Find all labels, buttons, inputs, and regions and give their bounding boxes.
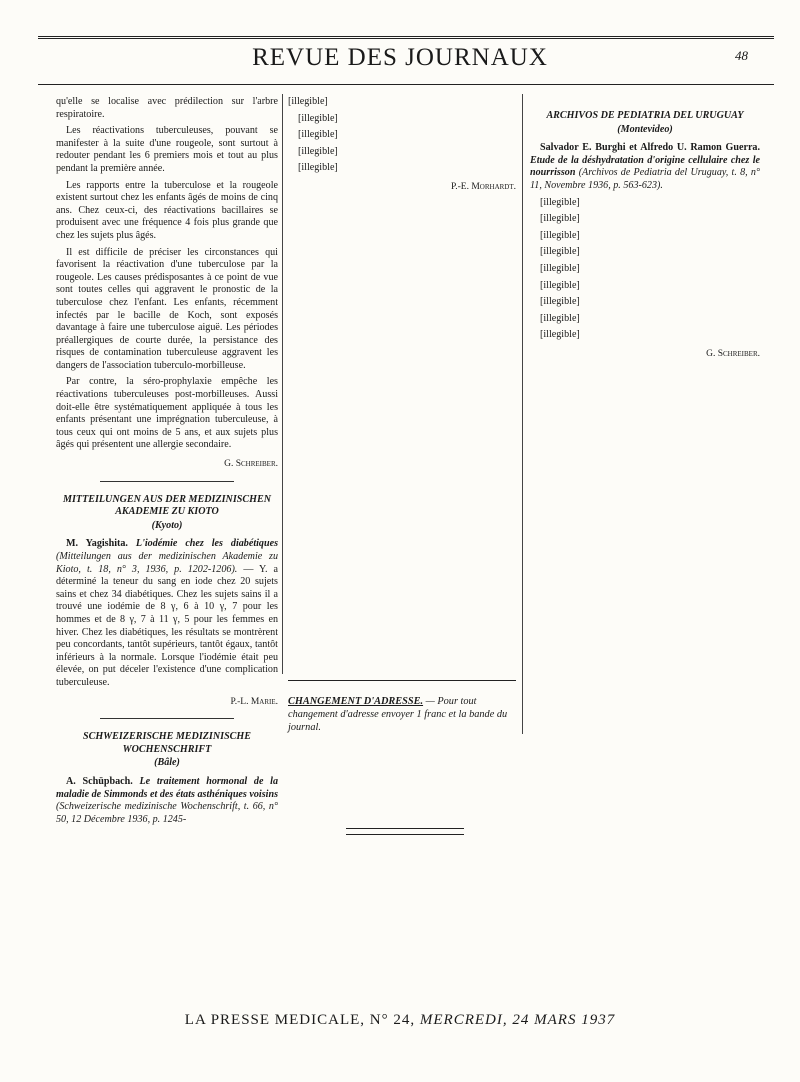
paragraph: [illegible] xyxy=(540,213,580,225)
box-rule xyxy=(288,680,516,681)
paragraph: [illegible] xyxy=(540,246,580,258)
notice-label: CHANGEMENT D'ADRESSE. xyxy=(288,696,424,707)
article-author: Salvador E. Burghi et Alfredo U. Ramon Guerra. xyxy=(540,142,760,154)
article-title: Le traitement hormonal de la maladie de Simmonds et des états asthéniques voisins xyxy=(56,775,278,800)
paragraph: Par contre, la séro-prophylaxie empêche les réactivations tuberculeuses post-morbilleuses. Aussi doit-elle être systématiquement appliquée à tous les enfants présentant une imprégnation tuberculeuse, à tous ceux qui ont moins de 5 ans, et aux sujets plus âgés qui présentent une allergie secondaire. xyxy=(56,376,278,451)
page-footer xyxy=(0,1012,800,1029)
paragraph: Il est difficile de préciser les circonstances qui favorisent la réactivation d'une tuberculose par la rougeole. Les causes prédisposantes à ce point de vue sont toutes celles qui aggravent le pronostic de la tuberculose chez l'enfant. Les enfants, récemment infectés par le bacille de Koch, sont exposés davantage à faire une tuberculose aiguë. Les périodes préallergiques de courte durée, la persistance des risques de contamination tuberculeuse aggravent les dangers de l'association tuberculo-morbilleuse. xyxy=(56,246,278,371)
top-rule xyxy=(38,36,774,39)
paragraph: [illegible] xyxy=(298,112,338,124)
paragraph: [illegible] xyxy=(540,196,580,208)
paragraph: [illegible] xyxy=(288,96,328,107)
article-title: Etude de la déshydratation d'origine cellulaire chez le nourrisson xyxy=(530,154,760,179)
page-number: 48 xyxy=(735,48,748,63)
change-of-address-notice xyxy=(288,695,516,734)
article-title: L'iodémie chez les diabétiques xyxy=(135,538,279,550)
column-divider xyxy=(282,94,283,674)
paragraph: [illegible] xyxy=(540,279,580,291)
signature: P.-E. Morhardt. xyxy=(451,181,516,192)
paragraph: — Y. a déterminé la teneur du sang en iode chez 20 sujets sains et chez 34 diabétiques. Chez les sujets sains il a trouvé une iodémie de 8 γ, 6 à 10 γ, 7 pour les hommes et de 8 γ, 7 à 11 γ, 5 pour les femmes en hiver. Chez les diabétiques, les résultats se montrèrent peu concordants, tantôt supérieurs, tantôt égaux, tantôt inférieurs à la normale. Lorsque l'iodémie était peu élevée, on put déceler l'existence d'une complication tuberculeuse. xyxy=(56,563,278,688)
article-heading xyxy=(56,776,278,826)
divider-rule xyxy=(346,828,464,829)
signature: P.-L. Marie. xyxy=(230,696,278,707)
column-divider xyxy=(522,94,523,734)
paragraph: [illegible] xyxy=(540,229,580,241)
notice-text: — Pour tout changement d'adresse envoyer 1 franc et la bande du journal. xyxy=(288,696,508,733)
article-heading xyxy=(56,538,278,689)
article-reference: (Mitteilungen aus der medizinischen Akademie zu Kioto, t. 18, n° 3, 1936, p. 1202-1206). xyxy=(56,551,278,575)
footer-date: MERCREDI, 24 MARS 1937 xyxy=(419,1012,616,1028)
section-separator xyxy=(100,718,233,719)
article-reference: (Schweizerische medizinische Wochenschrift, t. 66, n° 50, 12 Décembre 1936, p. 1245- xyxy=(56,801,278,825)
article-reference: (Archivos de Pediatria del Uruguay, t. 8, n° 11, Novembre 1936, p. 563-623). xyxy=(530,167,760,191)
column-3 xyxy=(530,96,760,371)
signature: G. Schreiber. xyxy=(224,459,278,470)
paragraph: qu'elle se localise avec prédilection sur l'arbre respiratoire. xyxy=(56,96,278,120)
signature: G. Schreiber. xyxy=(706,348,760,359)
journal-title: ARCHIVOS DE PEDIATRIA DEL URUGUAY xyxy=(546,110,744,121)
footer-journal: LA PRESSE MEDICALE, N° 24, xyxy=(184,1012,416,1028)
paragraph: [illegible] xyxy=(540,262,580,274)
paragraph: [illegible] xyxy=(298,129,338,141)
header-rule xyxy=(38,84,774,85)
paragraph: Les rapports entre la tuberculose et la rougeole existent surtout chez les enfants âgés de moins de cinq ans. Chez ceux-ci, des réactivations bacillaires se produisent avec une fréquence 4 fois plus grande que chez les sujets plus âgés. xyxy=(56,179,278,241)
journal-city: (Bâle) xyxy=(154,757,180,769)
article-author: M. Yagishita. xyxy=(66,538,128,550)
paragraph: [illegible] xyxy=(540,296,580,308)
paragraph: Les réactivations tuberculeuses, pouvant se manifester à la suite d'une rougeole, sont surtout à redouter pendant les 6 premiers mois et tout au plus pendant la première année. xyxy=(56,125,278,174)
section-separator xyxy=(100,481,233,482)
paragraph: [illegible] xyxy=(298,162,338,174)
journal-city: (Montevideo) xyxy=(617,123,673,135)
paragraph: [illegible] xyxy=(298,145,338,157)
journal-title: SCHWEIZERISCHE MEDIZINISCHE WOCHENSCHRIFT xyxy=(82,731,251,755)
divider-rule xyxy=(346,834,464,835)
article-author: A. Schüpbach. xyxy=(66,775,133,787)
paragraph: [illegible] xyxy=(540,312,580,324)
article-heading xyxy=(530,142,760,192)
journal-city: (Kyoto) xyxy=(151,519,183,531)
column-1 xyxy=(56,96,278,830)
journal-title: MITTEILUNGEN AUS DER MEDIZINISCHEN AKADEMIE ZU KIOTO xyxy=(63,493,271,518)
column-2 xyxy=(288,96,516,204)
paragraph: [illegible] xyxy=(540,329,580,341)
page-title: REVUE DES JOURNAUX xyxy=(252,44,548,71)
